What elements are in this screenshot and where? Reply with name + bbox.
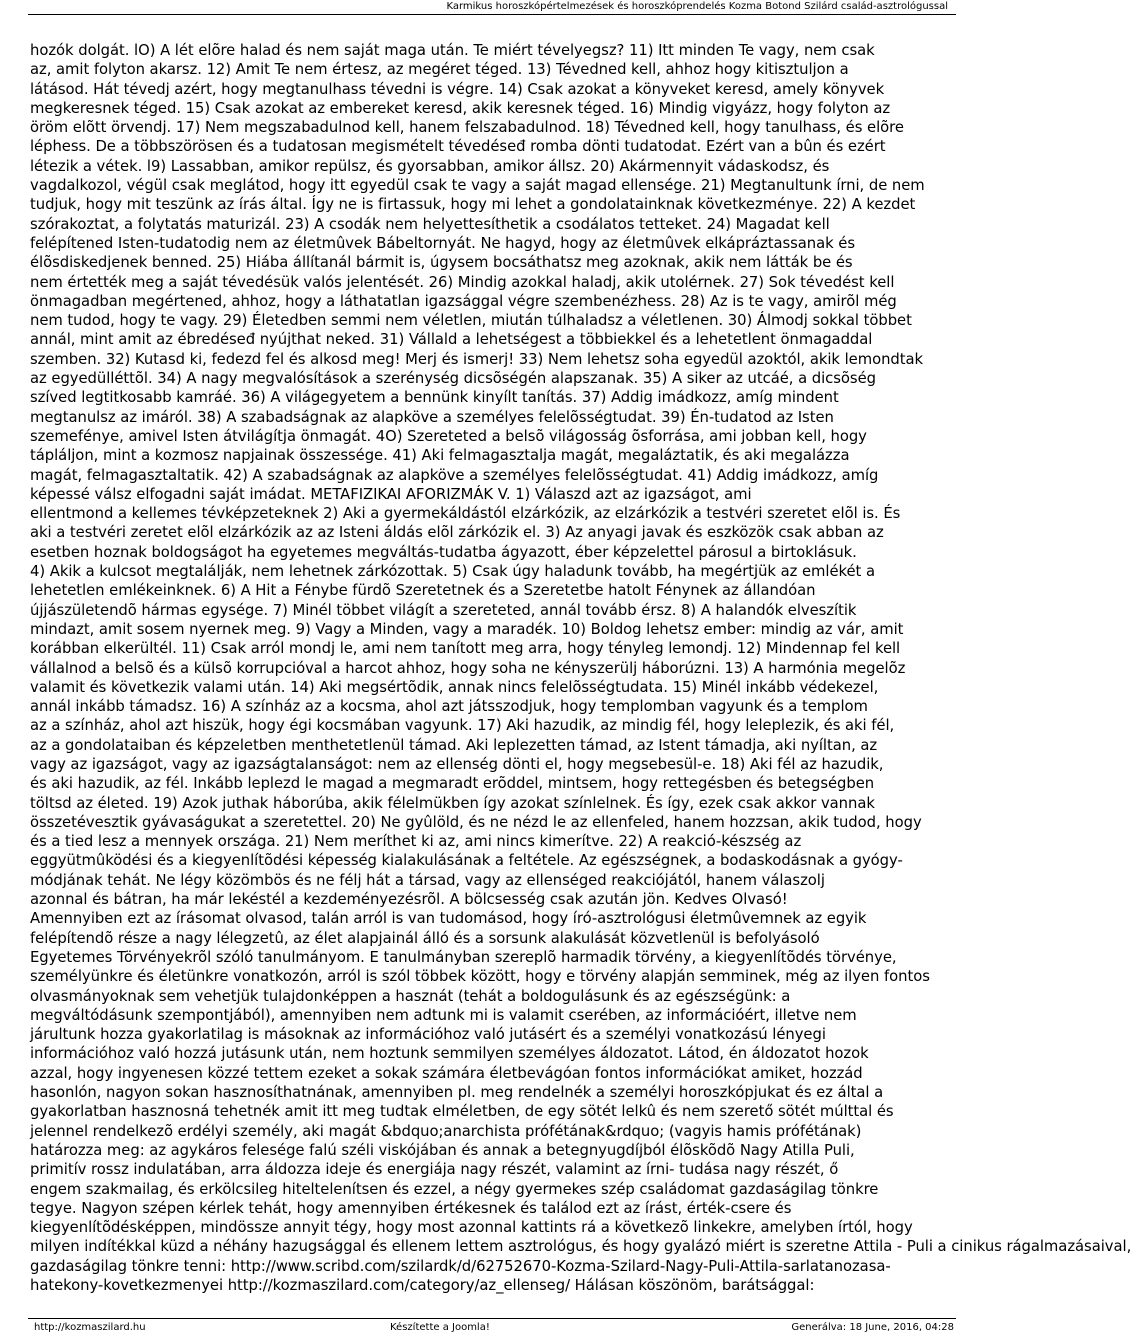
text-line: tápláljon, mint a kozmosz napjainak összessége. 41) Aki felmagasztalja magát, megaláztatik, és aki megalázza (30, 447, 850, 465)
text-line: olvasmányoknak sem vehetjük tulajdonképpen a hasznát (tehát a boldogulásunk és az egészségünk: a (30, 987, 791, 1005)
text-line: határozza meg: az agykáros felesége falú széli viskójában és annak a betegnyugdíjból élõskõdõ Nagy Atilla Puli, (30, 1141, 855, 1159)
text-line: eggyütmûködési és a kiegyenlítõdési képesség kialakulásának a feltétele. Az egészségnek, a bodaskodásnak a gyógy- (30, 852, 903, 870)
text-line: gazdaságilag tönkre tenni: http://www.scribd.com/szilardk/d/62752670-Kozma-Szilard-Nagy-Puli-Attila-sarlatanozasa- (30, 1257, 891, 1275)
text-line: látásod. Hát tévedj azért, hogy megtanulhass tévedni is végre. 14) Csak azokat a könyveket keresd, amely könyvek (30, 80, 885, 98)
text-line: aki a testvéri zeretet elõl elzárkózik az az Isteni áldás elõl zárkózik el. 3) Az anyagi javak és eszközök csak abban az (30, 524, 884, 542)
text-line: gyakorlatban hasznosná tehetnék amit itt meg tudtak elméletben, de egy sötét lelkû és nem szerető sötét múlttal és (30, 1103, 894, 1121)
text-line: tudjuk, hogy mit teszünk az írás által. Így ne is firtassuk, hogy mi lehet a gondolatainknak következménye. 22) A kezdet (30, 196, 916, 214)
text-line: személyünkre és életünkre vonatkozón, arról is szól többek között, hogy e törvény alapján semminek, még az ilyen fontos (30, 968, 930, 986)
text-line: azzal, hogy ingyenesen közzé tettem ezeket a sokak számára életbevágóan fontos információkat amiket, hozzád (30, 1064, 863, 1082)
text-line: Amennyiben ezt az írásomat olvasod, talán arról is van tudomásod, hogy író-asztrológusi életmûvemnek az egyik (30, 910, 867, 928)
text-line: valamit és következik valami után. 14) Aki megsértõdik, annak nincs felelõsségtudata. 15) Minél inkább védekezel, (30, 678, 879, 696)
text-line: töltsd az életed. 19) Azok juthak háborúba, akik félelmükben így azokat színlelnek. És így, ezek csak akkor vannak (30, 794, 875, 812)
text-line: ellentmond a kellemes tévképzeteknek 2) Aki a gyermekáldástól elzárkózik, az elzárkózik a testvéri szeretet elõl is. És (30, 505, 901, 523)
text-line: tegye. Nagyon szépen kérlek tehát, hogy amennyiben értékesnek és találod ezt az írást, érték-csere és (30, 1199, 792, 1217)
text-line: vállalnod a belsõ és a külsõ korrupcióval a harcot ahhoz, hogy soha ne kényszerülj háborúzni. 13) A harmónia megelõz (30, 659, 906, 677)
text-line: hasonlón, nagyon sokan hasznosíthatnának, amennyiben pl. meg rendelnék a személyi horoszkópjukat és ez által a (30, 1084, 884, 1102)
text-line: hatekony-kovetkezmenyei http://kozmaszilard.com/category/az_ellenseg/ Hálásan köszönöm, barátsággal: (30, 1277, 815, 1294)
page-footer (28, 1318, 956, 1335)
text-line: módjának tehát. Ne légy közömbös és ne félj hát a társad, vagy az ellenséged reakciójától, hanem válaszolj (30, 871, 825, 889)
text-line: Egyetemes Törvényekrõl szóló tanulmányom. E tanulmányban szereplõ harmadik törvény, a kiegyenlítõdés törvénye, (30, 948, 897, 966)
text-line: 4) Akik a kulcsot megtalálják, nem lehetnek zárkózottak. 5) Csak úgy haladunk tovább, ha megértjük az emlékét a (30, 563, 875, 581)
text-line: megtanulsz az imáról. 38) A szabadságnak az alapköve a személyes felelõsségtudat. 39) Én-tudatod az Isten (30, 408, 834, 426)
header-title: Karmikus horoszkópértelmezések és horoszkóprendelés Kozma Botond Szilárd család-asztrológussal (446, 1, 948, 12)
text-line: megkeresnek téged. 15) Csak azokat az embereket keresd, akik keresnek téged. 16) Mindig vigyázz, hogy folyton az (30, 99, 891, 117)
text-line: élõsdiskedjenek benned. 25) Hiába állítanál bármit is, úgysem bocsáthatsz meg azoknak, akik nem látták be és (30, 254, 853, 272)
text-line: vagy az igazságot, vagy az igazságtalanságot: nem az ellenség dönti el, hogy megsebesül-e. 18) Aki fél az hazudik, (30, 755, 884, 773)
text-line: az a gondolataiban és képzeletben menthetetlenül támad. Aki leplezetten támad, az Istent támadja, aki nyíltan, az (30, 736, 878, 754)
text-line: hozók dolgát. lO) A lét elõre halad és nem saját maga után. Te miért tévelyegsz? 11) Itt minden Te vagy, nem csak (30, 42, 875, 59)
text-line: szórakoztat, a folytatás maturizál. 23) A csodák nem helyettesíthetik a csodálatos tetteket. 24) Magadat kell (30, 215, 830, 233)
page-header (0, 0, 960, 16)
header-divider (28, 14, 956, 15)
document-body (30, 41, 1131, 1295)
text-line: magát, felmagasztaltatik. 42) A szabadságnak az alapköve a személyes felelõsségtudat. 41) Addig imádkozz, amíg (30, 466, 879, 484)
text-line: milyen indítékkal küzd a néhány hazugsággal és ellenem lettem asztrológus, és hogy gyalázó miért is szeretne Attila - Puli a cinikus rágalmazásaival, (30, 1238, 1131, 1256)
text-line: korábban elkerültél. 11) Csak arról mondj le, ami nem tanított meg arra, hogy tényleg lemondj. 12) Mindennap fel kell (30, 640, 901, 658)
text-line: létezik a vétek. l9) Lassabban, amikor repülsz, és gyorsabban, amikor állsz. 20) Akármennyit vádaskodsz, és (30, 157, 830, 175)
text-line: szíved legtitkosabb kamráé. 36) A világegyetem a bennünk kinyílt tanítás. 37) Addig imádkozz, amíg mindent (30, 389, 839, 407)
text-line: felépítened Isten-tudatodig nem az életmûvek Bábeltornyát. Ne hagyd, hogy az életmûvek elkápráztassanak és (30, 234, 856, 252)
text-line: megváltódásunk szempontjából), amennyiben nem adtunk mi is valamit cserében, az információért, illetve nem (30, 1006, 857, 1024)
footer-site-url[interactable]: http://kozmaszilard.hu (34, 1322, 146, 1333)
text-line: szemefénye, amivel Isten átvilágítja önmagát. 4O) Szereteted a belsõ világosság õsforrása, ami jobban kell, hogy (30, 427, 867, 445)
text-line: újjászületendõ hármas egysége. 7) Minél többet világít a szereteted, annál tovább érsz. 8) A halandók elveszítik (30, 601, 857, 619)
text-line: önmagadban megértened, ahhoz, hogy a láthatatlan igazsággal végre szembenézhess. 28) Az is te vagy, amirõl még (30, 292, 897, 310)
text-line: információhoz való hozzá jutásunk után, nem hoztunk semmilyen személyes áldozatot. Látod, én áldozatot hozok (30, 1045, 869, 1063)
text-line: annál inkább támadsz. 16) A színház az a kocsma, ahol azt játsszodjuk, hogy templomban vagyunk és a templom (30, 698, 868, 716)
text-line: jelennel rendelkezõ erdélyi személy, aki magát &bdquo;anarchista prófétának&rdquo; (vagyis hamis prófétának) (30, 1122, 862, 1140)
text-line: nem értették meg a saját tévedésük valós jelentését. 26) Mindig azokkal haladj, akik utolérnek. 27) Sok tévedést kell (30, 273, 895, 291)
text-line: az a színház, ahol azt hiszük, hogy égi kocsmában vagyunk. 17) Aki hazudik, az mindig fél, hogy leleplezik, és aki fél, (30, 717, 895, 735)
text-line: képessé válsz elfogadni saját imádat. METAFIZIKAI AFORIZMÁK V. 1) Válaszd azt az igazságot, ami (30, 485, 752, 503)
text-line: mindazt, amit sosem nyernek meg. 9) Vagy a Minden, vagy a maradék. 10) Boldog lehetsz ember: mindig az vár, amit (30, 620, 904, 638)
text-line: vagdalkozol, végül csak meglátod, hogy itt egyedül csak te vagy a saját magad ellensége. 21) Megtanultunk írni, de nem (30, 177, 925, 195)
text-line: léphess. De a többszörösen és a tudatosan megismételt tévedéseđ romba dönti tudatodat. Ezért van a bûn és ezért (30, 138, 886, 156)
text-line: az, amit folyton akarsz. 12) Amit Te nem értesz, az megéret téged. 13) Tévedned kell, ahhoz hogy kitisztuljon a (30, 61, 849, 79)
text-line: öröm elõtt örvendj. 17) Nem megszabadulnod kell, hanem felszabadulnod. 18) Tévedned kell, hogy tanulhass, és elõre (30, 119, 904, 137)
text-line: primitív rossz indulatában, arra áldozza ideje és energiája nagy részét, valamint az írni- tudása nagy részét, ő (30, 1161, 839, 1179)
text-line: és aki hazudik, az fél. Inkább leplezd le magad a megmaradt erõddel, mintsem, hogy rettegésben és betegségben (30, 775, 875, 793)
footer-made-with: Készítette a Joomla! (390, 1322, 490, 1333)
text-line: kiegyenlítõdésképpen, mindössze annyit tégy, hogy most azonnal kattints rá a következõ linkekre, amelyben írtól, hogy (30, 1219, 913, 1237)
text-line: felépítendõ része a nagy lélegzetû, az élet alapjainál álló és a sorsunk alakulását közvetlenül is befolyásoló (30, 929, 820, 947)
text-line: engem szakmailag, és erkölcsileg hiteltelenítsen és ezzel, a négy gyermekes szép családomat gazdaságilag tönkre (30, 1180, 879, 1198)
text-line: lehetetlen emlékeinknek. 6) A Hit a Fénybe fürdõ Szeretetnek és a Szeretetbe hatolt Fénynek az állandóan (30, 582, 816, 600)
text-line: esetben hoznak boldogságot ha egyetemes megváltás-tudatba ágyazott, éber képzelettel párosul a birtoklásuk. (30, 543, 857, 561)
text-line: szemben. 32) Kutasd ki, fedezd fel és alkosd meg! Merj és ismerj! 33) Nem lehetsz soha egyedül azoktól, akik lemondtak (30, 350, 924, 368)
text-line: azonnal és bátran, ha már lekéstél a kezdeményezésrõl. A bölcsesség csak azután jön. Kedves Olvasó! (30, 891, 788, 909)
text-line: annál, mint amit az ébredéseđ nyújthat neked. 31) Vállald a lehetségest a többiekkel és a lehetetlent önmagaddal (30, 331, 873, 349)
text-line: és a tied lesz a mennyek országa. 21) Nem meríthet ki az, ami nincs kimerítve. 22) A reakció-készség az (30, 833, 802, 851)
text-line: összetévesztik gyávaságukat a szeretettel. 20) Ne gyûlöld, és ne nézd le az ellenfeled, hanem hozzsan, akik tudod, hogy (30, 813, 922, 831)
text-line: az egyedülléttõl. 34) A nagy megvalósítások a szerénység dicsõségén alapszanak. 35) A siker az utcáé, a dicsõség (30, 370, 876, 388)
footer-generated-date: Generálva: 18 June, 2016, 04:28 (791, 1322, 954, 1333)
text-line: nem tudod, hogy te vagy. 29) Életedben semmi nem véletlen, miután túlhaladsz a véletlenen. 30) Álmodj sokkal többet (30, 312, 912, 330)
text-line: járultunk hozza gyakorlatilag is másoknak az információhoz való jutásért és a személyi vonatkozású lényegi (30, 1026, 826, 1044)
